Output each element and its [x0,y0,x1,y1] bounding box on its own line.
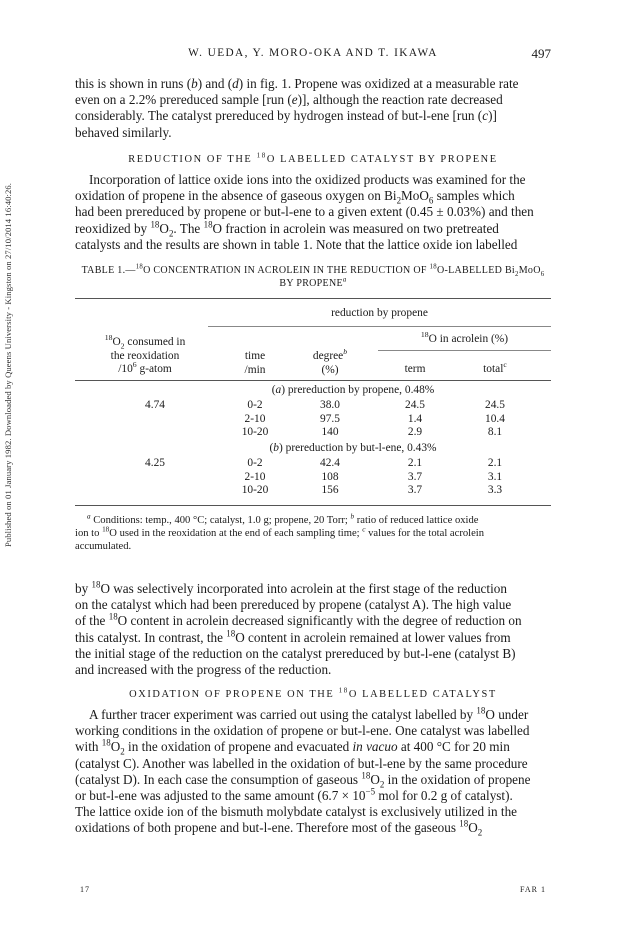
table-row: 4.74 0-2 38.0 24.5 24.5 [145,399,505,411]
table-body-a [75,399,551,440]
text-line: oxidations of both propene and but-l-ene. Therefore most of the gaseous $^{18}O_2$ [75,819,483,839]
text-line: of the $^{18}$O content in acrolein decreased significantly with the degree of reduction on [75,612,522,629]
sidebar-note-text: Published on 01 January 1982. Downloaded by Queens University - Kingston on 27/10/2014 16:40:26. [3,182,13,548]
text-line: oxidation of propene in the absence of gaseous oxygen on $Bi_2MoO_6$ samples which [75,188,515,206]
text-line: The lattice oxide ion of the bismuth molybdate catalyst is exclusively utilized in the [75,804,518,820]
table-group-label-b: (b) prereduction by but-l-ene, 0.43% [269,442,437,454]
column-header-total: total$^c$ [483,360,507,375]
column-header-term: term [404,363,426,375]
publication-sidebar-note [2,150,14,580]
table-row: 2-10 108 3.7 3.1 [244,470,503,483]
column-header-degree: degree$^b$ (%) [312,347,348,376]
text-line: this is shown in runs (b) and (d) in fig. 1. Propene was oxidized at a measurable rate [75,76,519,91]
table-footnote: $^a$ Conditions: temp., 400 °C; catalyst, 1.0 g; propene, 20 Torr; $^b$ ratio of reduced lattice oxide ion to $^{18}$O used in the reoxidation at the end of each sampling time; $^c$ values for the total acrolein accumulated. [75,512,485,552]
text-line: (catalyst C). Another was labelled in the oxidation of but-l-ene by the same procedure [75,755,528,771]
text-line: on the catalyst which had been prereduced by propene (catalyst A). The high value [75,597,512,613]
text-line: (catalyst D). In each case the consumption of gaseous $^{18}O_2$ in the oxidation of propene [75,770,531,790]
text-line: and increased with the progress of the reduction. [75,662,332,678]
table-top-rule [75,298,551,299]
text-line: the initial stage of the reduction on the catalyst prereduced by but-l-ene (catalyst B) [75,645,516,661]
text-line: A further tracer experiment was carried out using the catalyst labelled by $^{18}$O under [89,705,529,722]
column-header-time: time /min [244,350,266,376]
text-line: by $^{18}$O was selectively incorporated into acrolein at the first stage of the reduction [75,579,507,596]
text-line: had been prereduced by propene or but-l-ene to a given extent (0.45 ± 0.03%) and then [75,204,534,220]
page-number: 497 [531,46,551,61]
text-line: behaved similarly. [75,124,172,140]
table-header-rule [75,380,551,381]
text-line: with $^{18}O_2$ in the oxidation of propene and evacuated in vacuo at 400 °C for 20 min [75,738,510,758]
group-header-rule [208,326,551,327]
text-line: considerably. The catalyst prereduced by hydrogen instead of but-l-ene [run (c)] [75,108,497,124]
header-authors: W. UEDA, Y. MORO-OKA AND T. IKAWA [188,47,438,59]
table-row: 10-20 156 3.7 3.3 [241,484,503,496]
section-heading-reduction: REDUCTION OF THE $^{18}$O LABELLED CATALYST BY PROPENE [128,151,498,165]
footer-signature-number: 17 [80,885,90,894]
section-heading-oxidation: OXIDATION OF PROPENE ON THE $^{18}$O LABELLED CATALYST [129,686,497,700]
column-header-acrolein: $^{18}$O in acrolein (%) [420,330,509,345]
running-header [75,47,551,63]
text-line: working conditions in the oxidation of propene or but-l-ene. One catalyst was labelled [75,723,530,739]
footer-journal-code: FAR 1 [520,885,546,894]
table-bottom-rule [75,505,551,506]
paragraph-1 [75,76,551,141]
table-body-b [75,457,551,498]
acrolein-header-rule [378,350,551,351]
table-caption: TABLE 1.—$^{18}$O CONCENTRATION IN ACROLEIN IN THE REDUCTION OF $^{18}$O-LABELLED $Bi_2MoO_6$ BY PROPENE$^a$ [81,263,545,289]
text-line: this catalyst. In contrast, the $^{18}$O content in acrolein remained at lower values from [75,628,511,645]
table-group-label-a: (a) prereduction by propene, 0.48% [271,384,435,396]
paragraph-2 [75,172,551,253]
text-line: reoxidized by $^{18}O_2$. The $^{18}$O fraction in acrolein was measured on two pretreated [75,219,499,239]
table-row: 2-10 97.5 1.4 10.4 [244,412,505,425]
paragraph-4 [75,707,551,837]
table-row: 4.25 0-2 42.4 2.1 2.1 [145,457,503,469]
table-row: 10-20 140 2.9 8.1 [241,426,503,438]
paragraph-3 [75,581,551,678]
text-line: Incorporation of lattice oxide ions into the oxidized products was examined for the [89,172,526,187]
text-line: catalysts and the results are shown in table 1. Note that the lattice oxide ion labelled [75,236,518,252]
group-header-reduction: reduction by propene [331,307,428,319]
text-line: or but-l-ene was adjusted to the same amount ($6.7 \times 10^{-5}$ mol for 0.2 g of catalyst). [75,786,513,804]
column-header-o2-consumed: $^{18}O_2$ consumed in the reoxidation $/10^6$ g-atom [104,333,186,375]
text-line: even on a 2.2% prereduced sample [run (e)], although the reaction rate decreased [75,92,503,108]
